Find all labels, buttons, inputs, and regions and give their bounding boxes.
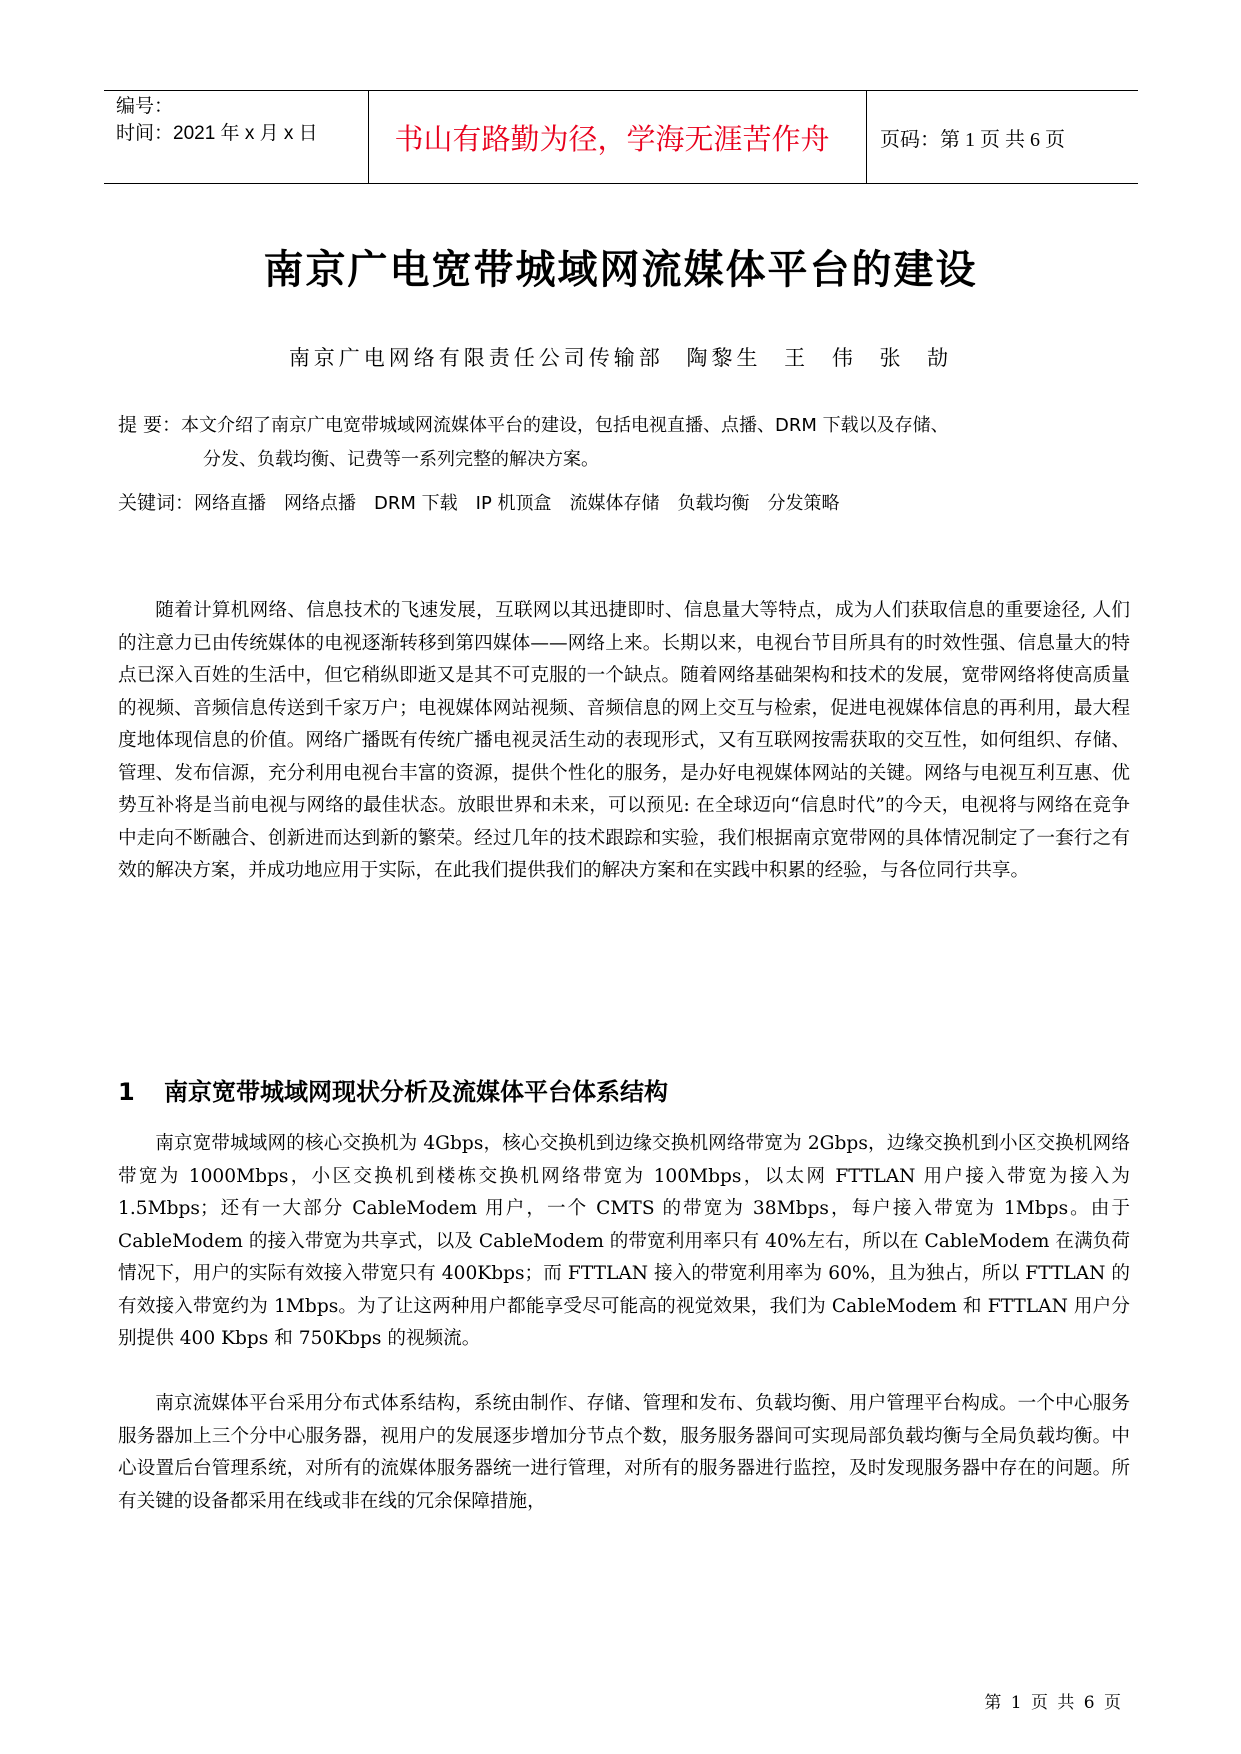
section-number: 1 <box>118 1078 135 1106</box>
keyword: IP 机顶盒 <box>475 493 552 514</box>
abstract <box>118 408 1128 477</box>
page-header <box>104 90 1138 184</box>
intro-paragraph: 随着计算机网络、信息技术的飞速发展，互联网以其迅捷即时、信息量大等特点，成为人们获取信息的重要途径, 人们的注意力已由传统媒体的电视逐渐转移到第四媒体——网络上来。长期以来，电视台节目所具有的时效性强、信息量大的特点已深入百姓的生活中，但它稍纵即逝又是其不可克服的一个缺点。随着网络基础架构和技术的发展，宽带网络将使高质量的视频、音频信息传送到千家万户；电视媒体网站视频、音频信息的网上交互与检索，促进电视媒体信息的再利用，最大程度地体现信息的价值。网络广播既有传统广播电视灵活生动的表现形式，又有互联网按需获取的交互性，如何组织、存储、管理、发布信源，充分利用电视台丰富的资源，提供个性化的服务，是办好电视媒体网站的关键。网络与电视互利互惠、优势互补将是当前电视与网络的最佳状态。放眼世界和未来，可以预见: 在全球迈向“信息时代”的今天，电视将与网络在竞争中走向不断融合、创新进而达到新的繁荣。经过几年的技术跟踪和实验，我们根据南京宽带网的具体情况制定了一套行之有效的解决方案，并成功地应用于实际，在此我们提供我们的解决方案和在实践中积累的经验，与各位同行共享。 <box>118 600 1130 881</box>
abstract-label: 提 要： <box>118 414 182 436</box>
number-label: 编号： <box>116 96 174 117</box>
header-motto: 书山有路勤为径，学海无涯苦作舟 <box>394 121 830 156</box>
keyword: 流媒体存储 <box>569 493 660 514</box>
keyword: 网络直播 <box>194 493 267 514</box>
header-page-info: 页码：第 1 页 共 6 页 <box>880 128 1065 151</box>
abstract-text: 本文介绍了南京广电宽带城域网流媒体平台的建设，包括电视直播、点播、DRM 下载以及存储、 <box>181 415 949 436</box>
keyword: DRM 下载 <box>374 493 458 514</box>
keyword: 分发策略 <box>767 493 840 514</box>
keywords-label: 关键词： <box>118 492 195 514</box>
time-label: 时间：2021 年 x 月 x 日 <box>116 123 318 144</box>
keyword: 网络点播 <box>284 493 357 514</box>
keywords <box>118 486 1128 521</box>
abstract-text: 分发、负载均衡、记费等一系列完整的解决方案。 <box>203 449 599 470</box>
document-authors: 南京广电网络有限责任公司传输部 陶黎生 王 伟 张 劼 <box>288 346 953 370</box>
page-footer: 第 1 页 共 6 页 <box>984 1693 1121 1713</box>
body-paragraph: 南京宽带城域网的核心交换机为 4Gbps，核心交换机到边缘交换机网络带宽为 2Gbps，边缘交换机到小区交换机网络带宽为 1000Mbps，小区交换机到楼栋交换机网络带宽为 100Mbps，以太网 FTTLAN 用户接入带宽为接入为 1.5Mbps；还有一大部分 CableModem 用户，一个 CMTS 的带宽为 38Mbps，每户接入带宽为 1Mbps。由于 CableModem 的接入带宽为共享式，以及 CableModem 的带宽利用率只有 40%左右，所以在 CableModem 在满负荷情况下，用户的实际有效接入带宽只有 400Kbps；而 FTTLAN 接入的带宽利用率为 60%，且为独占，所以 FTTLAN 的有效接入带宽约为 1Mbps。为了让这两种用户都能享受尽可能高的视觉效果，我们为 CableModem 和 FTTLAN 用户分别提供 400 Kbps 和 750Kbps 的视频流。 <box>118 1133 1130 1349</box>
body-paragraph: 南京流媒体平台采用分布式体系结构，系统由制作、存储、管理和发布、负载均衡、用户管理平台构成。一个中心服务服务器加上三个分中心服务器，视用户的发展逐步增加分节点个数，服务服务器间可实现局部负载均衡与全局负载均衡。中心设置后台管理系统，对所有的流媒体服务器统一进行管理，对所有的服务器进行监控，及时发现服务器中存在的问题。所有关键的设备都采用在线或非在线的冗余保障措施， <box>118 1393 1130 1512</box>
keyword: 负载均衡 <box>677 493 750 514</box>
section-heading <box>118 1072 1130 1107</box>
document-title: 南京广电宽带城域网流媒体平台的建设 <box>263 247 978 293</box>
header-meta <box>116 93 364 147</box>
section-title: 南京宽带城域网现状分析及流媒体平台体系结构 <box>164 1078 668 1106</box>
